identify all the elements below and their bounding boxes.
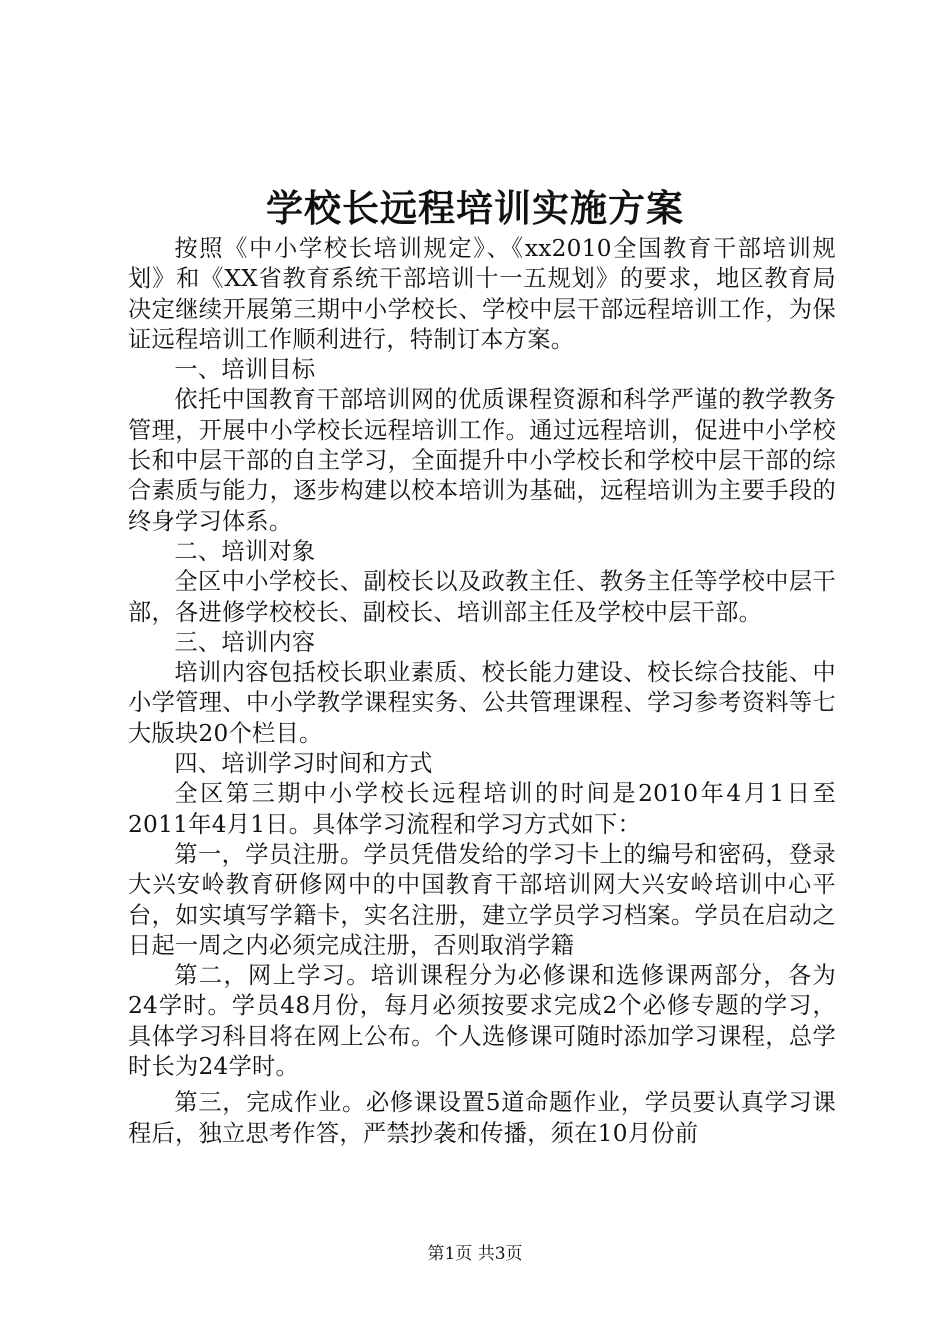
section-paragraph-schedule: 全区第三期中小学校长远程培训的时间是2010年4月1日至2011年4月1日。具体学习流程和学习方式如下： [128,780,836,838]
section-paragraph-goals: 依托中国教育干部培训网的优质课程资源和科学严谨的教学教务管理，开展中小学校长远程培训工作。通过远程培训，促进中小学校长和中层干部的自主学习，全面提升中小学校长和学校中层干部的综合素质与能力，逐步构建以校本培训为基础，远程培训为主要手段的终身学习体系。 [128,386,836,535]
section-heading-goals: 一、培训目标 [174,356,316,384]
section-paragraph-audience: 全区中小学校长、副校长以及政教主任、教务主任等学校中层干部，各进修学校校长、副校长、培训部主任及学校中层干部。 [128,568,836,626]
section-paragraph-homework: 第三，完成作业。必修课设置5道命题作业，学员要认真学习课程后，独立思考作答，严禁抄袭和传播，须在10月份前 [128,1089,836,1147]
page-title: 学校长远程培训实施方案 [266,186,684,230]
section-paragraph-registration: 第一，学员注册。学员凭借发给的学习卡上的编号和密码，登录大兴安岭教育研修网中的中国教育干部培训网大兴安岭培训中心平台，如实填写学籍卡，实名注册，建立学员学习档案。学员在启动之日起一周之内必须完成注册，否则取消学籍 [128,840,836,959]
page-indicator: 第1页 共3页 [427,1244,523,1264]
section-heading-content: 三、培训内容 [174,628,316,656]
section-heading-audience: 二、培训对象 [174,537,316,565]
section-heading-schedule: 四、培训学习时间和方式 [174,750,433,778]
intro-paragraph: 按照《中小学校长培训规定》、《xx2010全国教育干部培训规划》和《XX省教育系统干部培训十一五规划》的要求，地区教育局决定继续开展第三期中小学校长、学校中层干部远程培训工作，为保证远程培训工作顺利进行，特制订本方案。 [128,235,836,353]
section-paragraph-online-study: 第二，网上学习。培训课程分为必修课和选修课两部分，各为24学时。学员48月份，每月必须按要求完成2个必修专题的学习，具体学习科目将在网上公布。个人选修课可随时添加学习课程，总学时长为24学时。 [128,962,836,1081]
section-paragraph-content: 培训内容包括校长职业素质、校长能力建设、校长综合技能、中小学管理、中小学教学课程实务、公共管理课程、学习参考资料等七大版块20个栏目。 [128,659,836,747]
document-body [128,234,836,1149]
